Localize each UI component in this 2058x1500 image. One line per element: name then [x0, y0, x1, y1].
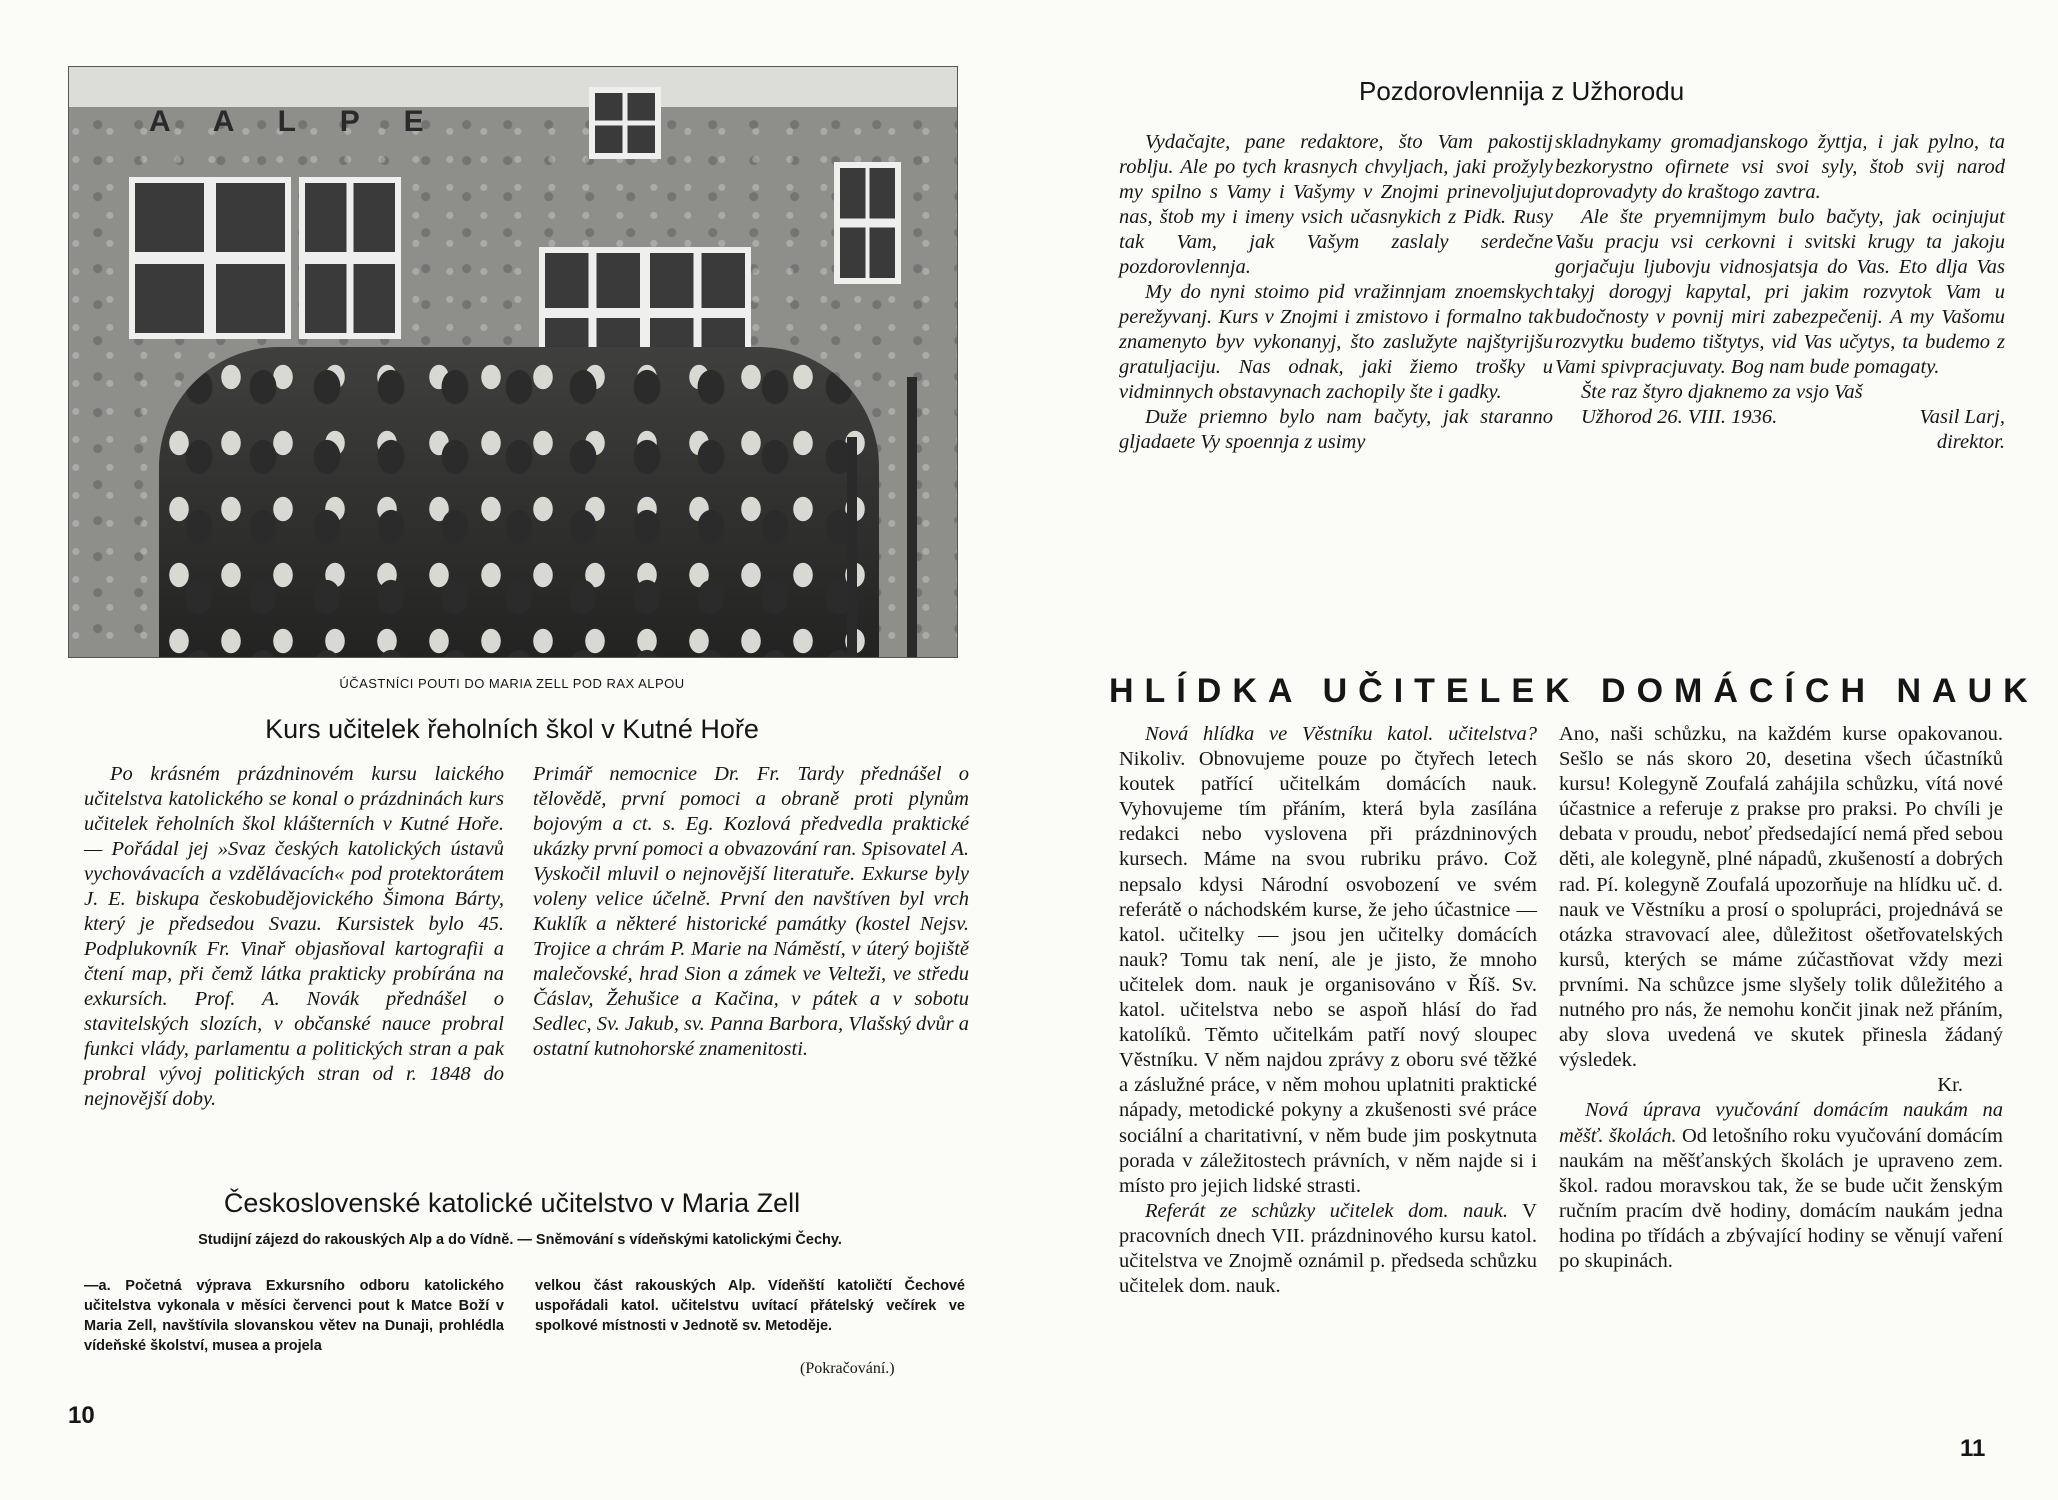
pozd-column-2	[1555, 130, 2005, 455]
photo-sky	[69, 67, 957, 107]
pozd-paragraph: Duže priemno bylo nam bačyty, jak staranno gljadaete Vy spoennja z usimy	[1119, 406, 1553, 453]
railing	[907, 377, 917, 657]
kurs-headline: Kurs učitelek řeholních škol v Kutné Hoře	[265, 714, 759, 744]
cs-column-1: —a. Početná výprava Exkursního odboru katolického učitelstva vykonala v měsíci červenci pout k Matce Boží v Maria Zell, navštívila slovanskou větev na Dunaji, prohlédla vídeňské školství, musea a projela	[84, 1278, 504, 1354]
building-sign: A A L P E	[149, 105, 442, 138]
hlidka-headline: HLÍDKA UČITELEK DOMÁCÍCH NAUK	[1109, 672, 2039, 710]
kurs-column-1	[84, 762, 504, 1112]
pozd-sign-place: Užhorod 26. VIII. 1936.	[1581, 406, 1778, 428]
window	[299, 177, 401, 339]
hlidka-paragraph	[1559, 1098, 2003, 1274]
window	[129, 177, 291, 339]
kurs-paragraph: Primář nemocnice Dr. Fr. Tardy přednášel o tělovědě, první pomoci a obraně proti plynům bojovým a ct. s. Eg. Kozlová předvedla praktické ukázky první pomoci a obvazování ran. Spisovatel A. Vyskočil mluvil o nejnovější literatuře. Exkurse byly voleny velice účelně. První den navštíven byl vrch Kuklík a některé historické památky (kostel Nejsv. Trojice a chrám P. Marie na Náměstí, v úterý bojiště malečovské, hrad Sion a zámek ve Velteži, ve středu Čáslav, Žehušice a Kačina, v pátek a v sobotu Sedlec, Sv. Jakub, sv. Panna Barbora, Vlašský dvůr a ostatní kutnohorské znamenitosti.	[533, 763, 969, 1060]
cs-column-2: velkou část rakouských Alp. Vídeňští katoličtí Čechové uspořádali katol. učitelstvu uvítací přátelský večírek ve spolkové místnosti v Jednotě sv. Metoděje.	[535, 1278, 965, 1334]
hlidka-column-2	[1559, 722, 2003, 1274]
page-number-right: 11	[1960, 1435, 1986, 1462]
hlidka-signoff: Kr.	[1937, 1074, 1963, 1097]
hlidka-column-1	[1119, 722, 1537, 1299]
pozd-sign-role: direktor.	[1936, 431, 2005, 453]
cs-subheadline: Studijní zájezd do rakouských Alp a do Vídně. — Sněmování s vídeňskými katolickými Čechy.	[198, 1232, 842, 1248]
photo-caption: ÚČASTNÍCI POUTI DO MARIA ZELL POD RAX ALPOU	[339, 676, 685, 691]
pozd-paragraph: skladnykamy gromadjanskogo žyttja, i jak pylno, ta bezkorystno ofirnete vsi svoi syly, štob svij narod doprovadyty do kraštogo zavtra.	[1555, 131, 2005, 203]
hlidka-lead: Referát ze schůzky učitelek dom. nauk.	[1145, 1199, 1509, 1222]
hlidka-paragraph: Ano, naši schůzku, na každém kurse opakovanou. Sešlo se nás skoro 20, desetina všech účastníků kursu! Kolegyně Zoufalá zahájila schůzku, vítá nové účastnice a referuje z prakse pro praksi. Po chvíli je debata v proudu, neboť předsedající nemá před sebou děti, ale kolegyně, plné nápadů, zkušeností a dobrých rad. Pí. kolegyně Zoufalá upozorňuje na hlídku uč. d. nauk ve Věstníku a prosí o spolupráci, projednává se otázka stravovací alee, důležitost ošetřovatelských kursů, kterých se máme zúčastňovat vždy mezi prvními. Na schůzce jsme slyšely tolik důležitého a nutného pro nás, že nemohu končit jinak než přáním, aby slova uvedená ve skutek přinesla žádaný výsledek.	[1559, 723, 2003, 1072]
continued-note: (Pokračování.)	[800, 1360, 895, 1377]
pozd-paragraph: Ale šte pryemnijmym bulo bačyty, jak ocinjujut Vašu pracju vsi cerkovni i svitski krugy ta jakoju gorjačuju ljubovju vidnosjatsja do Vas. Eto dlja Vas takyj dorogyj kapytal, pri jakim rozvytok Vam u budočnosty v povnij miri zabezpečenij. A my Vašomu rozvytku budemo tištytys, vid Vas učytys, ta budemo z Vami spivpracjuvaty. Bog nam bude pomagaty.	[1555, 206, 2005, 378]
hlidka-text: V pracovních dnech VII. prázdninového kursu katol. učitelstva ve Znojmě oznámil p. předseda schůzku učitelek dom. nauk.	[1119, 1199, 1537, 1298]
hlidka-paragraph	[1119, 722, 1537, 1199]
kurs-paragraph: Po krásném prázdninovém kursu laického učitelstva katolického se konal o prázdninách kurs učitelek řeholních škol klášterních v Kutné Hoře. — Pořádal jej »Svaz českých katolických ústavů vychovávacích a vzdělávacích« pod protektorátem J. E. biskupa českobudějovického Šimona Bárty, který je předsedou Svazu. Kursistek bylo 45. Podplukovník Fr. Vinař objasňoval kartografii a čtení map, při čemž látka prakticky probírána na exkursích. Prof. A. Novák přednášel o stavitelských slozích, v občanské nauce probral funkci vlády, parlamentu a politických stran a pak probral vývoj politických stran od r. 1848 do nejnovější doby.	[84, 763, 504, 1110]
pozd-sign-name: Vasil Larj,	[1919, 406, 2005, 428]
kurs-column-2	[533, 762, 969, 1062]
pozd-headline: Pozdorovlennija z Užhorodu	[1359, 76, 1685, 106]
right-page	[1029, 0, 2058, 1500]
pozd-paragraph: Vydačajte, pane redaktore, što Vam pakostij roblju. Ale po tych krasnych chvyljach, jaki prožyly my spilno s Vamy i Vašymy v Znojmi prinevoljujut nas, štob my i imeny vsich učasnykich z Pidk. Rusy tak Vam, jak Vašym zaslaly serdečne pozdorovlennja.	[1119, 131, 1553, 278]
hlidka-paragraph	[1119, 1199, 1537, 1299]
hlidka-lead: Nová hlídka ve Věstníku katol. učitelstva?	[1145, 723, 1537, 745]
page-number-left: 10	[68, 1402, 95, 1429]
pozd-column-1	[1119, 130, 1553, 455]
window	[589, 87, 661, 159]
hlidka-text: Nikoliv. Obnovujeme pouze po čtyřech letech koutek patřící učitelkám domácích nauk. Vyhovujeme tím přáním, která byla zasílána redakci nebo vyslovena při prázdninových kursech. Máme na svou rubriku právo. Což nepsalo kdysi Národní osvobození ve svém referátě o náchodském kurse, že jeho účastnice — katol. učitelky — jsou jen učitelky domácích nauk? Tomu tak není, ale je jisto, že mnoho učitelek dom. nauk je organisováno v Říš. Sv. katol. učitelstva nebo se aspoň hlásí do řad katolíků. Těmto učitelkám patří nový sloupec Věstníku. V něm najdou zprávy z oboru své těžké a záslužné práce, v něm mohou uplatniti praktické nápady, metodické pokyny a zkušenosti své práce sociální a charitativní, v něm bude jim poskytnuta porada v záležitostech právních, v něm najde si i místo pro jejich lidské strasti.	[1119, 748, 1537, 1197]
pozd-signature	[1555, 405, 2005, 430]
hlidka-text: Od letošního roku vyučování domácím naukám na měšťanských školách je upraveno zem. škol. radou moravskou tak, že se bude učit ženským ručním pracím dvě hodiny, domácím naukám jedna hodina po třídách a zbývající hodiny se věnují vaření po skupinách.	[1559, 1124, 2003, 1272]
window	[834, 162, 901, 284]
cs-headline: Československé katolické učitelstvo v Maria Zell	[223, 1188, 801, 1218]
pozd-paragraph: My do nyni stoimo pid vražinnjam znoemskych perežyvanj. Kurs v Znojmi i zmistovo i formalno tak znamenyto byv vykonanyj, što zaslužyte najštyrijšu gratuljaciju. Nas odnak, jaki žiemo trošky u vidminnych obstavynach zachopily šte i gadky.	[1119, 281, 1553, 403]
group-photo	[68, 66, 958, 658]
group-of-people	[159, 347, 879, 657]
hlidka-lead: Nová úprava vyučování domácím naukám na měšť. školách.	[1559, 1099, 2003, 1147]
pozd-paragraph: Šte raz štyro djaknemo za vsjo Vaš	[1581, 381, 1863, 403]
